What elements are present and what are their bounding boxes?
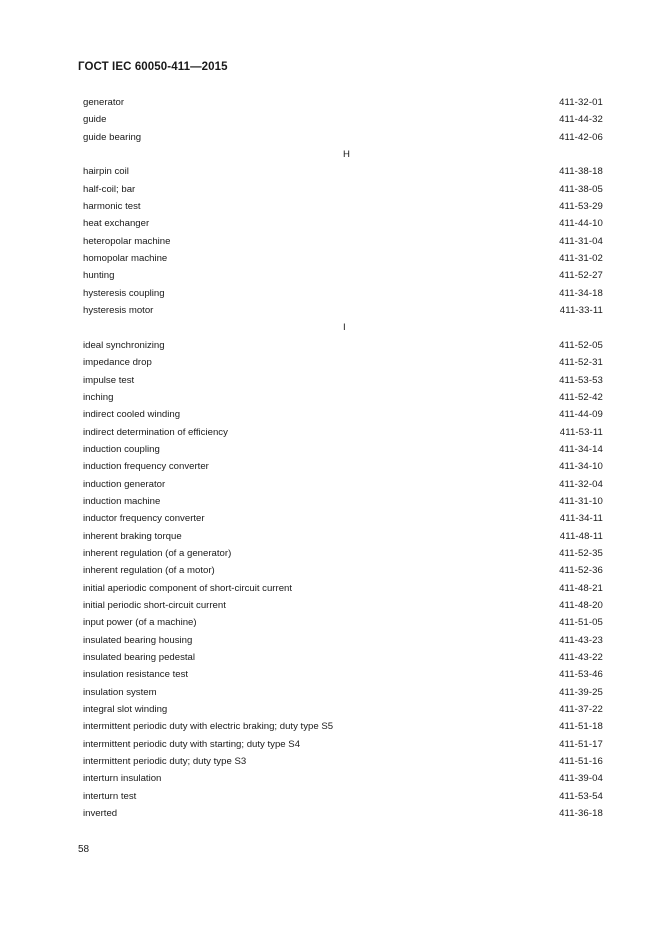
index-entry xyxy=(83,441,603,458)
entry-code: 411-52-31 xyxy=(559,357,603,369)
entry-code: 411-34-10 xyxy=(559,461,603,473)
entry-term: inherent braking torque xyxy=(83,530,182,542)
index-entry xyxy=(83,372,603,389)
entry-term: impedance drop xyxy=(83,357,152,369)
entry-code: 411-53-53 xyxy=(559,374,603,386)
entry-term: half-coil; bar xyxy=(83,183,136,195)
index-entry xyxy=(83,545,603,562)
index-entry xyxy=(83,250,603,267)
entry-term: induction frequency converter xyxy=(83,461,209,473)
entry-term: induction generator xyxy=(83,478,166,490)
entry-code: 411-44-32 xyxy=(559,114,603,126)
index-entry xyxy=(83,684,603,701)
entry-term: inherent regulation (of a generator) xyxy=(83,547,232,559)
entry-code: 411-51-18 xyxy=(559,721,603,733)
entry-code: 411-38-18 xyxy=(559,166,603,178)
entry-term: insulated bearing pedestal xyxy=(83,652,196,663)
entry-code: 411-44-10 xyxy=(559,218,603,230)
entry-term: indirect cooled winding xyxy=(83,409,181,421)
entry-term: hairpin coil xyxy=(83,166,129,178)
section-letter-row xyxy=(83,319,603,336)
entry-term: homopolar machine xyxy=(83,253,168,265)
entry-code: 411-53-46 xyxy=(559,669,603,681)
entry-code: 411-31-04 xyxy=(559,235,603,247)
entry-code: 411-38-05 xyxy=(559,183,603,195)
index-entry xyxy=(83,476,603,493)
entry-code: 411-32-04 xyxy=(559,478,603,490)
entry-code: 411-48-20 xyxy=(559,599,603,611)
entry-term: integral slot winding xyxy=(83,704,168,716)
entry-term: hysteresis coupling xyxy=(83,287,165,299)
entry-code: 411-39-04 xyxy=(559,773,603,785)
entry-term: inherent regulation (of a motor) xyxy=(83,565,215,577)
entry-code: 411-51-05 xyxy=(559,617,603,629)
entry-code: 411-44-09 xyxy=(559,409,603,421)
entry-term: insulation resistance test xyxy=(83,669,189,681)
entry-code: 411-33-11 xyxy=(559,305,603,317)
entry-term: inductor frequency converter xyxy=(83,513,205,525)
section-letter: H xyxy=(343,149,350,161)
entry-code: 411-34-14 xyxy=(559,443,603,455)
entry-term: input power (of a machine) xyxy=(83,617,197,629)
entry-code: 411-36-18 xyxy=(559,808,603,820)
index-entry xyxy=(83,770,603,787)
entry-code: 411-34-18 xyxy=(559,287,603,299)
document-header: ГОСТ IEC 60050-411—2015 xyxy=(78,61,228,73)
entry-term: heat exchanger xyxy=(83,218,150,230)
entry-term: ideal synchronizing xyxy=(83,339,165,351)
entry-code: 411-52-27 xyxy=(559,270,603,282)
index-entry xyxy=(83,198,603,215)
entry-term: heteropolar machine xyxy=(83,235,171,247)
entry-code: 411-32-01 xyxy=(559,97,603,108)
entry-term: interturn insulation xyxy=(83,773,162,785)
entry-term: guide xyxy=(83,114,107,126)
index-entry xyxy=(83,562,603,579)
entry-code: 411-34-11 xyxy=(559,513,603,525)
index-entry xyxy=(83,597,603,614)
entry-code: 411-37-22 xyxy=(559,704,603,716)
index-entry xyxy=(83,510,603,527)
index-entry xyxy=(83,493,603,510)
entry-term: insulated bearing housing xyxy=(83,634,193,646)
entry-term: induction coupling xyxy=(83,443,160,455)
index-entry xyxy=(83,736,603,753)
entry-code: 411-53-29 xyxy=(559,201,603,213)
entry-code: 411-42-06 xyxy=(559,131,603,143)
entry-code: 411-39-25 xyxy=(559,686,603,698)
index-entry xyxy=(83,458,603,475)
index-entry xyxy=(83,233,603,250)
entry-code: 411-48-11 xyxy=(559,530,603,542)
entry-code: 411-43-22 xyxy=(559,652,603,663)
entry-code: 411-53-54 xyxy=(559,790,603,802)
index-entry xyxy=(83,267,603,284)
index-entry xyxy=(83,666,603,683)
entry-code: 411-51-16 xyxy=(559,756,603,768)
entry-term: hysteresis motor xyxy=(83,305,154,317)
index-entry xyxy=(83,94,603,111)
entry-term: insulation system xyxy=(83,686,157,698)
section-letter-row xyxy=(83,146,603,163)
index-entry xyxy=(83,753,603,770)
entry-term: inching xyxy=(83,391,114,403)
entry-term: induction machine xyxy=(83,495,161,507)
index-entry xyxy=(83,337,603,354)
entry-code: 411-52-35 xyxy=(559,547,603,559)
index-entry xyxy=(83,163,603,180)
entry-term: intermittent periodic duty with starting; duty type S4 xyxy=(83,738,301,750)
entry-term: hunting xyxy=(83,270,115,282)
index-entry xyxy=(83,215,603,232)
entry-term: initial periodic short-circuit current xyxy=(83,599,226,611)
index-entry xyxy=(83,389,603,406)
index-list xyxy=(83,94,603,822)
index-entry xyxy=(83,580,603,597)
section-letter: I xyxy=(343,322,346,334)
entry-code: 411-31-02 xyxy=(559,253,603,265)
entry-term: inverted xyxy=(83,808,118,820)
entry-term: indirect determination of efficiency xyxy=(83,426,228,438)
index-entry xyxy=(83,805,603,822)
entry-code: 411-43-23 xyxy=(559,634,603,646)
entry-code: 411-48-21 xyxy=(559,582,603,594)
entry-code: 411-52-05 xyxy=(559,339,603,351)
index-entry xyxy=(83,129,603,146)
page-number: 58 xyxy=(78,844,90,855)
entry-code: 411-51-17 xyxy=(559,738,603,750)
entry-code: 411-53-11 xyxy=(559,426,603,438)
index-entry xyxy=(83,614,603,631)
index-entry xyxy=(83,181,603,198)
entry-code: 411-31-10 xyxy=(559,495,603,507)
index-entry xyxy=(83,649,603,666)
index-entry xyxy=(83,111,603,128)
index-entry xyxy=(83,528,603,545)
index-entry xyxy=(83,701,603,718)
entry-term: intermittent periodic duty with electric braking; duty type S5 xyxy=(83,721,334,733)
entry-code: 411-52-42 xyxy=(559,391,603,403)
index-entry xyxy=(83,718,603,735)
entry-term: guide bearing xyxy=(83,131,142,143)
index-entry xyxy=(83,406,603,423)
index-entry xyxy=(83,788,603,805)
entry-term: harmonic test xyxy=(83,201,141,213)
entry-code: 411-52-36 xyxy=(559,565,603,577)
entry-term: generator xyxy=(83,97,125,108)
index-entry xyxy=(83,285,603,302)
index-entry xyxy=(83,302,603,319)
index-entry xyxy=(83,354,603,371)
entry-term: impulse test xyxy=(83,374,135,386)
entry-term: intermittent periodic duty; duty type S3 xyxy=(83,756,247,768)
index-entry xyxy=(83,424,603,441)
index-entry xyxy=(83,632,603,649)
entry-term: interturn test xyxy=(83,790,137,802)
entry-term: initial aperiodic component of short-circuit current xyxy=(83,582,293,594)
